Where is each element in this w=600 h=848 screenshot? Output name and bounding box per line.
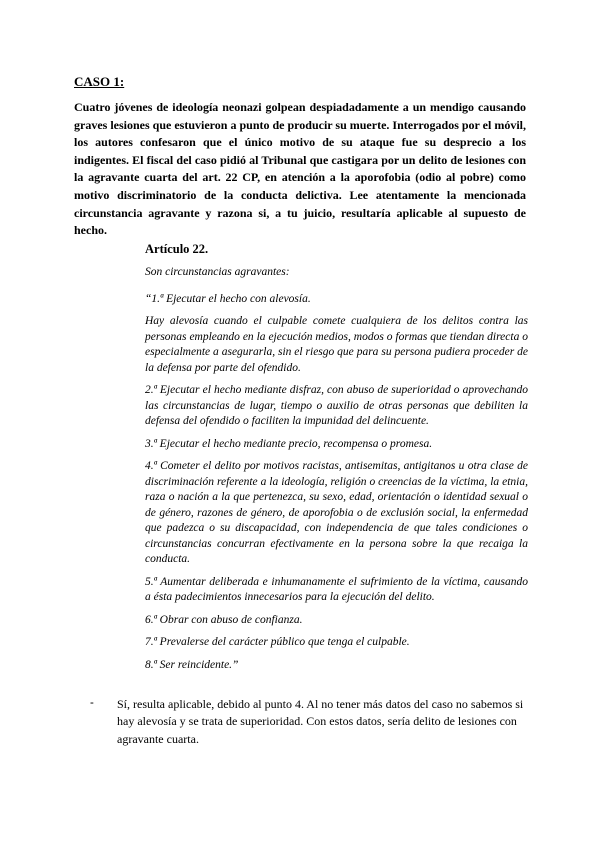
- article-lead: Son circunstancias agravantes:: [145, 266, 290, 278]
- article-item: “1.ª Ejecutar el hecho con alevosía.: [145, 292, 311, 305]
- case-intro: Cuatro jóvenes de ideología neonazi golpean despiadadamente a un mendigo causando graves lesiones que estuvieron a punto de producir su muerte. Interrogados por el móvil, los autores confesaron que el único motivo de su ataque fue su desprecio a los indigentes. El fiscal del caso pidió al Tribunal que castigara por un delito de lesiones con la agravante cuarta del art. 22 CP, en atención a la aporofobia (odio al pobre) como motivo discriminatorio de la conducta delictiva. Lee atentamente la mencionada circunstancia agravante y razona si, a tu juicio, resultaría aplicable al supuesto de hecho.: [74, 100, 526, 238]
- article-heading: Artículo 22.: [145, 242, 209, 256]
- case-title: CASO 1:: [74, 74, 125, 89]
- article-item: 6.ª Obrar con abuso de confianza.: [145, 613, 303, 626]
- article-quote: [145, 242, 528, 680]
- answer-text: Sí, resulta aplicable, debido al punto 4. Al no tener más datos del caso no sabemos si hay alevosía y se trata de superioridad. Con estos datos, sería delito de lesiones con agravante cuarta.: [117, 697, 524, 746]
- article-item: 7.ª Prevalerse del carácter público que tenga el culpable.: [145, 636, 410, 648]
- article-item: 3.ª Ejecutar el hecho mediante precio, recompensa o promesa.: [145, 437, 433, 450]
- article-item: 2.ª Ejecutar el hecho mediante disfraz, con abuso de superioridad o aprovechando las circunstancias de lugar, tiempo o auxilio de otras personas que debiliten la defensa del ofendido o faciliten la impunidad del delincuente.: [145, 384, 528, 427]
- article-item: 5.ª Aumentar deliberada e inhumanamente el sufrimiento de la víctima, causando a ésta padecimientos innecesarios para la ejecución del delito.: [145, 575, 528, 603]
- article-item: 4.ª Cometer el delito por motivos racistas, antisemitas, antigitanos u otra clase de discriminación referente a la ideología, religión o creencias de la víctima, la etnia, raza o nación a la que pertenezca, su sexo, edad, orientación o identidad sexual o de género, razones de género, de aporofobia o de exclusión social, la enfermedad que padezca o su discapacidad, con independencia de que tales condiciones o circunstancias concurran efectivamente en la persona sobre la que recaiga la conducta.: [145, 460, 528, 565]
- answer-bullet: -: [90, 697, 94, 709]
- article-item: 8.ª Ser reincidente.”: [145, 658, 239, 671]
- article-item: Hay alevosía cuando el culpable comete cualquiera de los delitos contra las personas empleando en la ejecución medios, modos o formas que tiendan directa o especialmente a asegurarla, sin el riesgo que para su persona pudiera proceder de la defensa por parte del ofendido.: [145, 315, 528, 374]
